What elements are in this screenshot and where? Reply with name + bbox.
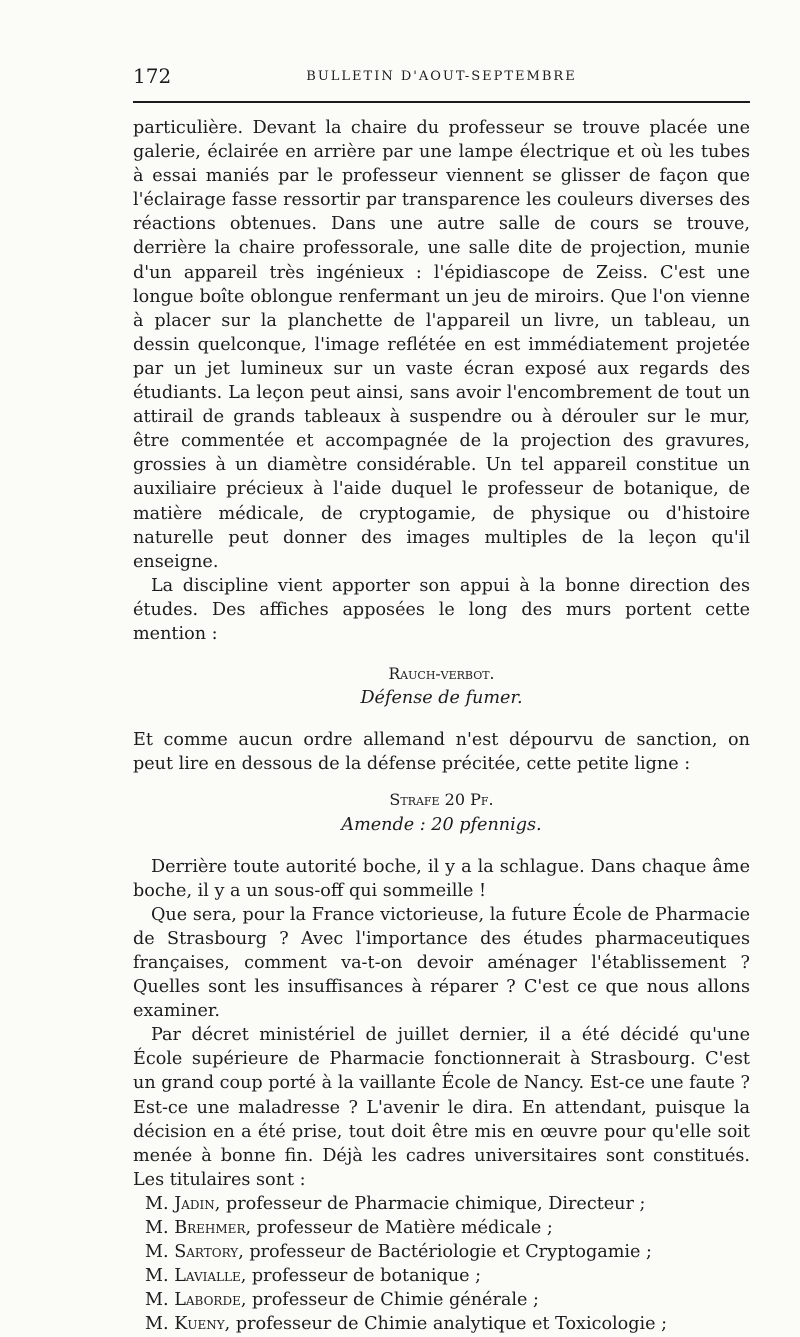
list-item: M. Brehmer, professeur de Matière médicale ; xyxy=(145,1218,553,1239)
body-text xyxy=(133,116,750,1337)
list-item: M. Sartory, professeur de Bactériologie et Cryptogamie ; xyxy=(145,1242,652,1263)
header-rule xyxy=(133,101,750,103)
fine-translation: Amende : 20 pfennigs. xyxy=(341,814,542,835)
page-number: 172 xyxy=(133,64,172,88)
running-title: BULLETIN D'AOUT-SEPTEMBRE xyxy=(306,69,577,84)
paragraph-authority: Derrière toute autorité boche, il y a la schlague. Dans chaque âme boche, il y a un sous-off qui sommeille ! xyxy=(133,856,750,901)
fine-title: Strafe 20 Pf. xyxy=(389,790,494,810)
paragraph-decree: Par décret ministériel de juillet dernier, il a été décidé qu'une École supérieure de Pharmacie fonctionnerait à Strasbourg. C'est un grand coup porté à la vaillante École de Nancy. Est-ce une faute ? Est-ce une maladresse ? L'avenir le dira. En attendant, puisque la décision en a été prise, tout doit être mis en œuvre pour qu'elle soit menée à bonne fin. Déjà les cadres universitaires sont constitués. Les titulaires sont : xyxy=(133,1025,750,1190)
paragraph-projection: particulière. Devant la chaire du professeur se trouve placée une galerie, éclairée en arrière par une lampe électrique et où les tubes à essai maniés par le professeur viennent se glisser de façon que l'éclairage fasse ressortir par transparence les couleurs diverses des réactions obtenues. Dans une autre salle de cours se trouve, derrière la chaire professorale, une salle dite de projection, munie d'un appareil très ingénieux : l'épidiascope de Zeiss. C'est une longue boîte oblongue renfermant un jeu de miroirs. Que l'on vienne à placer sur la planchette de l'appareil un livre, un tableau, un dessin quelconque, l'image reflétée en est immédiatement projetée par un jet lumineux sur un vaste écran exposé aux regards des étudiants. La leçon peut ainsi, sans avoir l'encombrement de tout un attirail de grands tableaux à suspendre ou à dérouler sur le mur, être commentée et accompagnée de la projection des gravures, grossies à un diamètre considérable. Un tel appareil constitue un auxiliaire précieux à l'aide duquel le professeur de botanique, de matière médicale, de cryptogamie, de physique ou d'histoire naturelle peut donner des images multiples de la leçon qu'il enseigne. xyxy=(133,118,750,572)
paragraph-future-school: Que sera, pour la France victorieuse, la future École de Pharmacie de Strasbourg ? Avec l'importance des études pharmaceutiques françaises, comment va-t-on devoir aménager l'établissement ? Quelles sont les insuffisances à réparer ? C'est ce que nous allons examiner. xyxy=(133,904,750,1022)
list-item: M. Lavialle, professeur de botanique ; xyxy=(145,1266,482,1287)
list-item: M. Jadin, professeur de Pharmacie chimique, Directeur ; xyxy=(145,1193,646,1214)
staff-list xyxy=(133,1192,750,1337)
notice-translation: Défense de fumer. xyxy=(360,688,523,709)
paragraph-sanction: Et comme aucun ordre allemand n'est dépourvu de sanction, on peut lire en dessous de la défense précitée, cette petite ligne : xyxy=(133,730,750,775)
notice-title: Rauch-verbot. xyxy=(388,665,495,684)
paragraph-discipline: La discipline vient apporter son appui à la bonne direction des études. Des affiches apposées le long des murs portent cette mention : xyxy=(133,575,750,644)
page-header xyxy=(133,64,750,94)
list-item: M. Kueny, professeur de Chimie analytique et Toxicologie ; xyxy=(145,1314,668,1335)
list-item: M. Laborde, professeur de Chimie générale ; xyxy=(145,1290,539,1311)
